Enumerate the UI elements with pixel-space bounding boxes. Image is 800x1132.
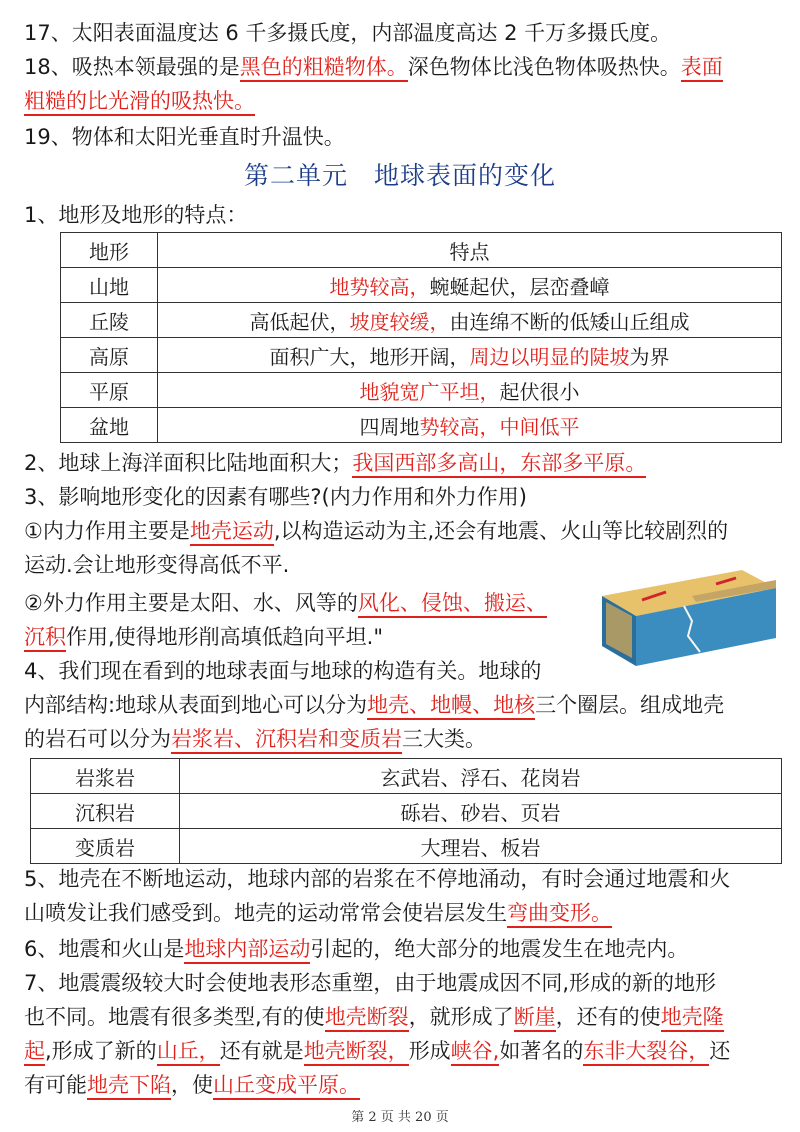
table-row: [31, 829, 782, 864]
rock-table: [30, 758, 782, 864]
feature-text-2: 由连绵不断的低矮山丘组成: [449, 309, 690, 334]
point-1-text: ①内力作用主要是: [24, 519, 190, 543]
section-3-heading: 3、影响地形变化的因素有哪些?(内力作用和外力作用): [24, 485, 527, 509]
point-1-line-1: [24, 514, 776, 548]
section-5-text: 山喷发让我们感受到。地壳的运动常常会使岩层发生: [24, 901, 507, 925]
feature-text: 高低起伏，: [249, 309, 350, 334]
table-row: [61, 373, 782, 408]
section-2-text: 2、地球上海洋面积比陆地面积大；: [24, 451, 353, 475]
section-4-text-3: 的岩石可以分为: [24, 727, 171, 751]
section-2: [24, 446, 776, 480]
section-4-answer-2: 岩浆岩、沉积岩和变质岩: [171, 727, 402, 754]
section-4-text-2: 三个圈层。组成地壳: [535, 693, 725, 717]
feature-text: 四周地: [359, 414, 420, 439]
section-7-answer: 峡谷,: [451, 1039, 500, 1066]
table-row: [61, 408, 782, 443]
terrain-name: 平原: [61, 373, 158, 408]
point-2-text-2: 作用,使得地形削高填低趋向平坦.": [66, 625, 384, 649]
section-6: [24, 932, 776, 966]
table-row: [31, 794, 782, 829]
line-18: [24, 50, 776, 84]
section-5-answer: 弯曲变形。: [507, 901, 612, 928]
table-row: [61, 303, 782, 338]
feature-highlight: 地势较高，: [329, 274, 430, 299]
line-18-answer-1: 黑色的粗糙物体。: [240, 55, 408, 82]
section-4-text: 内部结构:地球从表面到地心可以分为: [24, 693, 368, 717]
section-7-text: 也不同。地震有很多类型,有的使: [24, 1005, 325, 1029]
point-2-line-1: [24, 586, 580, 620]
section-2-answer: 我国西部多高山，东部多平原。: [352, 451, 646, 478]
line-18-text: 18、吸热本领最强的是: [24, 55, 240, 79]
section-7-text: 如著名的: [499, 1039, 584, 1063]
point-2-answer: 风化、侵蚀、搬运、: [358, 591, 547, 618]
unit-title: 第二单元 地球表面的变化: [243, 161, 556, 190]
section-7-text: 还: [709, 1039, 731, 1063]
section-4-answer-1: 地壳、地幔、地核: [367, 693, 535, 720]
terrain-name: 盆地: [61, 408, 158, 443]
section-7-answer: 地壳断裂: [325, 1005, 409, 1032]
rock-examples: 大理岩、板岩: [180, 829, 782, 864]
section-7-line-3: [24, 1034, 776, 1068]
feature-highlight: 周边以明显的陡坡: [469, 344, 630, 369]
feature-highlight: 坡度较缓，: [349, 309, 450, 334]
table-row: [61, 338, 782, 373]
section-6-answer: 地球内部运动: [184, 937, 310, 964]
line-18-answer-2-cont: 粗糙的比光滑的吸热快。: [24, 89, 255, 116]
section-7-line-1: 7、地震震级较大时会使地表形态重塑，由于地震成因不同,形成的新的地形: [24, 971, 717, 995]
table-header-row: [61, 233, 782, 268]
feature-highlight: 地貌宽广平坦，: [359, 379, 500, 404]
table-row: [31, 759, 782, 794]
rock-examples: 砾岩、砂岩、页岩: [180, 794, 782, 829]
section-7-line-2: [24, 1000, 776, 1034]
point-2-text: ②外力作用主要是太阳、水、风等的: [24, 591, 358, 615]
section-6-text-2: 引起的，绝大部分的地震发生在地壳内。: [310, 937, 689, 961]
section-7-text: ，使: [171, 1073, 213, 1097]
point-2-answer-2: 沉积: [24, 625, 66, 652]
terrain-name: 高原: [61, 338, 158, 373]
section-7-text: ,形成了新的: [45, 1039, 157, 1063]
section-4-line-3: [24, 722, 776, 756]
rock-type: 岩浆岩: [31, 759, 180, 794]
terrain-feature: [158, 338, 782, 373]
table-row: [61, 268, 782, 303]
section-7-answer: 地壳隆: [661, 1005, 724, 1032]
section-5-line-1: 5、地壳在不断地运动，地球内部的岩浆在不停地涌动，有时会通过地震和火: [24, 867, 731, 891]
section-7-answer: 地壳断裂，: [304, 1039, 409, 1066]
section-4-line-2: [24, 688, 776, 722]
terrain-feature: [158, 268, 782, 303]
line-19: 19、物体和太阳光垂直时升温快。: [24, 125, 345, 149]
line-18-cont: [24, 84, 776, 118]
section-7-answer: 山丘，: [157, 1039, 220, 1066]
feature-highlight: 势较高，中间低平: [419, 414, 580, 439]
line-18-answer-2: 表面: [681, 55, 723, 82]
feature-text: 蜿蜒起伏，层峦叠嶂: [429, 274, 610, 299]
section-7-text: ，还有的使: [555, 1005, 661, 1029]
section-5-line-2: [24, 896, 776, 930]
line-18-text-2: 深色物体比浅色物体吸热快。: [407, 55, 681, 79]
section-1-heading: 1、地形及地形的特点：: [24, 203, 248, 227]
section-7-answer: 地壳下陷: [87, 1073, 171, 1100]
section-7-text: ，就形成了: [408, 1005, 514, 1029]
terrain-name: 山地: [61, 268, 158, 303]
point-1-answer: 地壳运动: [190, 519, 274, 546]
page-number: 第 2 页 共 20 页: [351, 1110, 449, 1125]
feature-text: 面积广大，地形开阔，: [269, 344, 470, 369]
point-1-line-2: 运动.会让地形变得高低不平.: [24, 553, 290, 577]
terrain-feature: [158, 408, 782, 443]
section-7-line-4: [24, 1068, 776, 1102]
section-7-answer: 断崖: [514, 1005, 556, 1032]
terrain-feature: [158, 303, 782, 338]
point-1-text-2: ,以构造运动为主,还会有地震、火山等比较剧烈的: [273, 519, 729, 543]
section-7-text: 还有就是: [219, 1039, 304, 1063]
section-4-text-4: 三大类。: [402, 727, 486, 751]
rock-type: 变质岩: [31, 829, 180, 864]
section-7-answer: 山丘变成平原。: [213, 1073, 360, 1100]
terrain-name: 丘陵: [61, 303, 158, 338]
table-header-cell: 地形: [61, 233, 158, 268]
feature-text-2: 为界: [629, 344, 670, 369]
section-4-line-1: 4、我们现在看到的地球表面与地球的构造有关。地球的: [24, 659, 542, 683]
line-17: 17、太阳表面温度达 6 千多摄氏度，内部温度高达 2 千万多摄氏度。: [24, 21, 672, 45]
section-7-answer: 东非大裂谷，: [583, 1039, 709, 1066]
terrain-feature: [158, 373, 782, 408]
terrain-table: [60, 232, 782, 443]
section-7-answer: 起: [24, 1039, 45, 1066]
point-2-line-2: [24, 620, 580, 654]
section-6-text: 6、地震和火山是: [24, 937, 185, 961]
table-header-cell: 特点: [158, 233, 782, 268]
rock-examples: 玄武岩、浮石、花岗岩: [180, 759, 782, 794]
feature-text: 起伏很小: [499, 379, 580, 404]
section-7-text: 形成: [408, 1039, 451, 1063]
rock-type: 沉积岩: [31, 794, 180, 829]
section-7-text: 有可能: [24, 1073, 87, 1097]
